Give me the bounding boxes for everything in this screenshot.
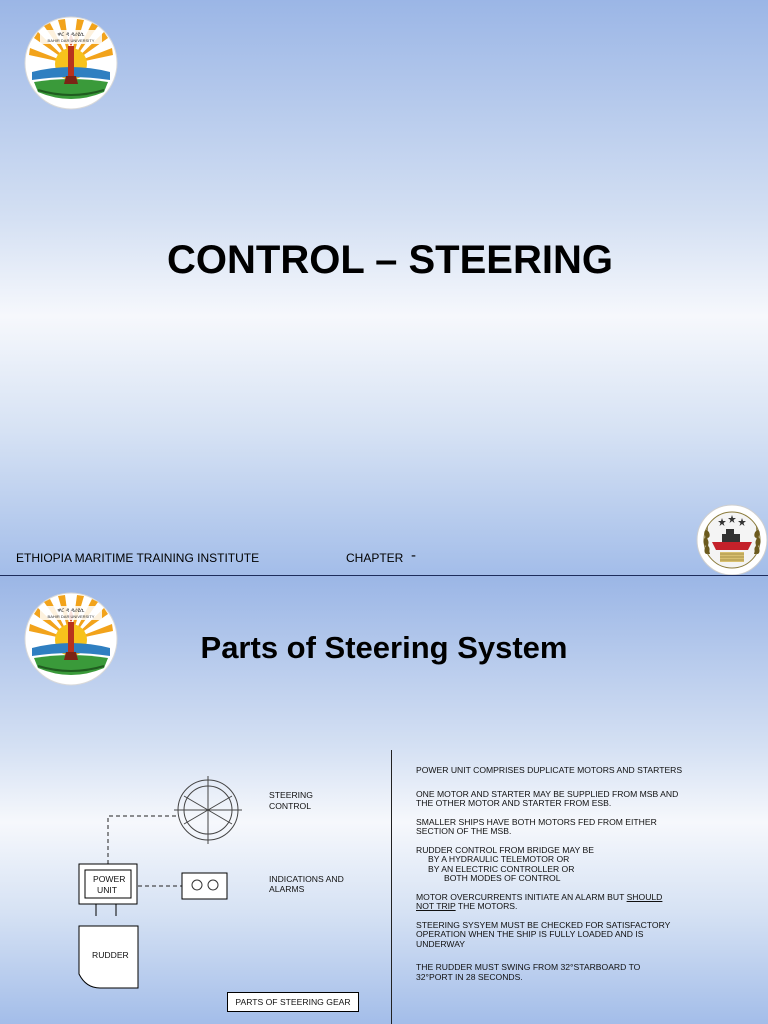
note-4: RUDDER CONTROL FROM BRIDGE MAY BE BY A HYDRAULIC TELEMOTOR OR BY AN ELECTRIC CONTROLLER OR BOTH MODES OF CONTROL <box>416 844 594 883</box>
label-steering: STEERING <box>269 790 313 800</box>
logo-text-bottom: BAHIR DAR UNIVERSITY <box>47 614 95 619</box>
note-1: POWER UNIT COMPRISES DUPLICATE MOTORS AND STARTERS <box>416 765 683 775</box>
note-5: MOTOR OVERCURRENTS INITIATE AN ALARM BUT SHOULD NOT TRIP THE MOTORS. <box>416 891 663 911</box>
note-2: ONE MOTOR AND STARTER MAY BE SUPPLIED FROM MSB AND THE OTHER MOTOR AND STARTER FROM ESB. <box>416 788 679 808</box>
indications-box <box>182 873 227 899</box>
notes-list <box>416 766 716 991</box>
logo-text-top: ዋር ዳ ዳሪዩሲ <box>57 608 85 614</box>
note-7: THE RUDDER MUST SWING FROM 32°STARBOARD TO 32°PORT IN 28 SECONDS. <box>416 962 641 982</box>
note-6: STEERING SYSYEM MUST BE CHECKED FOR SATISFACTORY OPERATION WHEN THE SHIP IS FULLY LOADED AND IS UNDERWAY <box>416 919 671 949</box>
label-unit: UNIT <box>97 885 118 895</box>
diagram-caption: PARTS OF STEERING GEAR <box>227 992 359 1012</box>
footer-dash: - <box>411 547 416 564</box>
slide-title: Parts of Steering System <box>200 630 568 665</box>
column-divider <box>391 750 392 1024</box>
slide-title: CONTROL – STEERING <box>167 238 613 282</box>
note-3: SMALLER SHIPS HAVE BOTH MOTORS FED FROM EITHER SECTION OF THE MSB. <box>416 816 657 836</box>
label-indications: INDICATIONS AND <box>269 874 344 884</box>
university-logo-icon <box>24 16 118 110</box>
footer-chapter: CHAPTER <box>346 551 404 565</box>
maritime-emblem-icon <box>696 504 768 575</box>
footer-institute: ETHIOPIA MARITIME TRAINING INSTITUTE <box>16 551 260 565</box>
label-alarms: ALARMS <box>269 884 305 894</box>
steering-wheel-icon <box>174 776 242 844</box>
logo-text-top: ዋር ዳ ዳሪዩሲ <box>57 32 85 38</box>
label-control: CONTROL <box>269 801 312 811</box>
slide-2 <box>0 576 768 1024</box>
logo-text-bottom: BAHIR DAR UNIVERSITY <box>47 38 95 43</box>
label-power: POWER <box>93 874 126 884</box>
label-rudder: RUDDER <box>92 950 129 960</box>
